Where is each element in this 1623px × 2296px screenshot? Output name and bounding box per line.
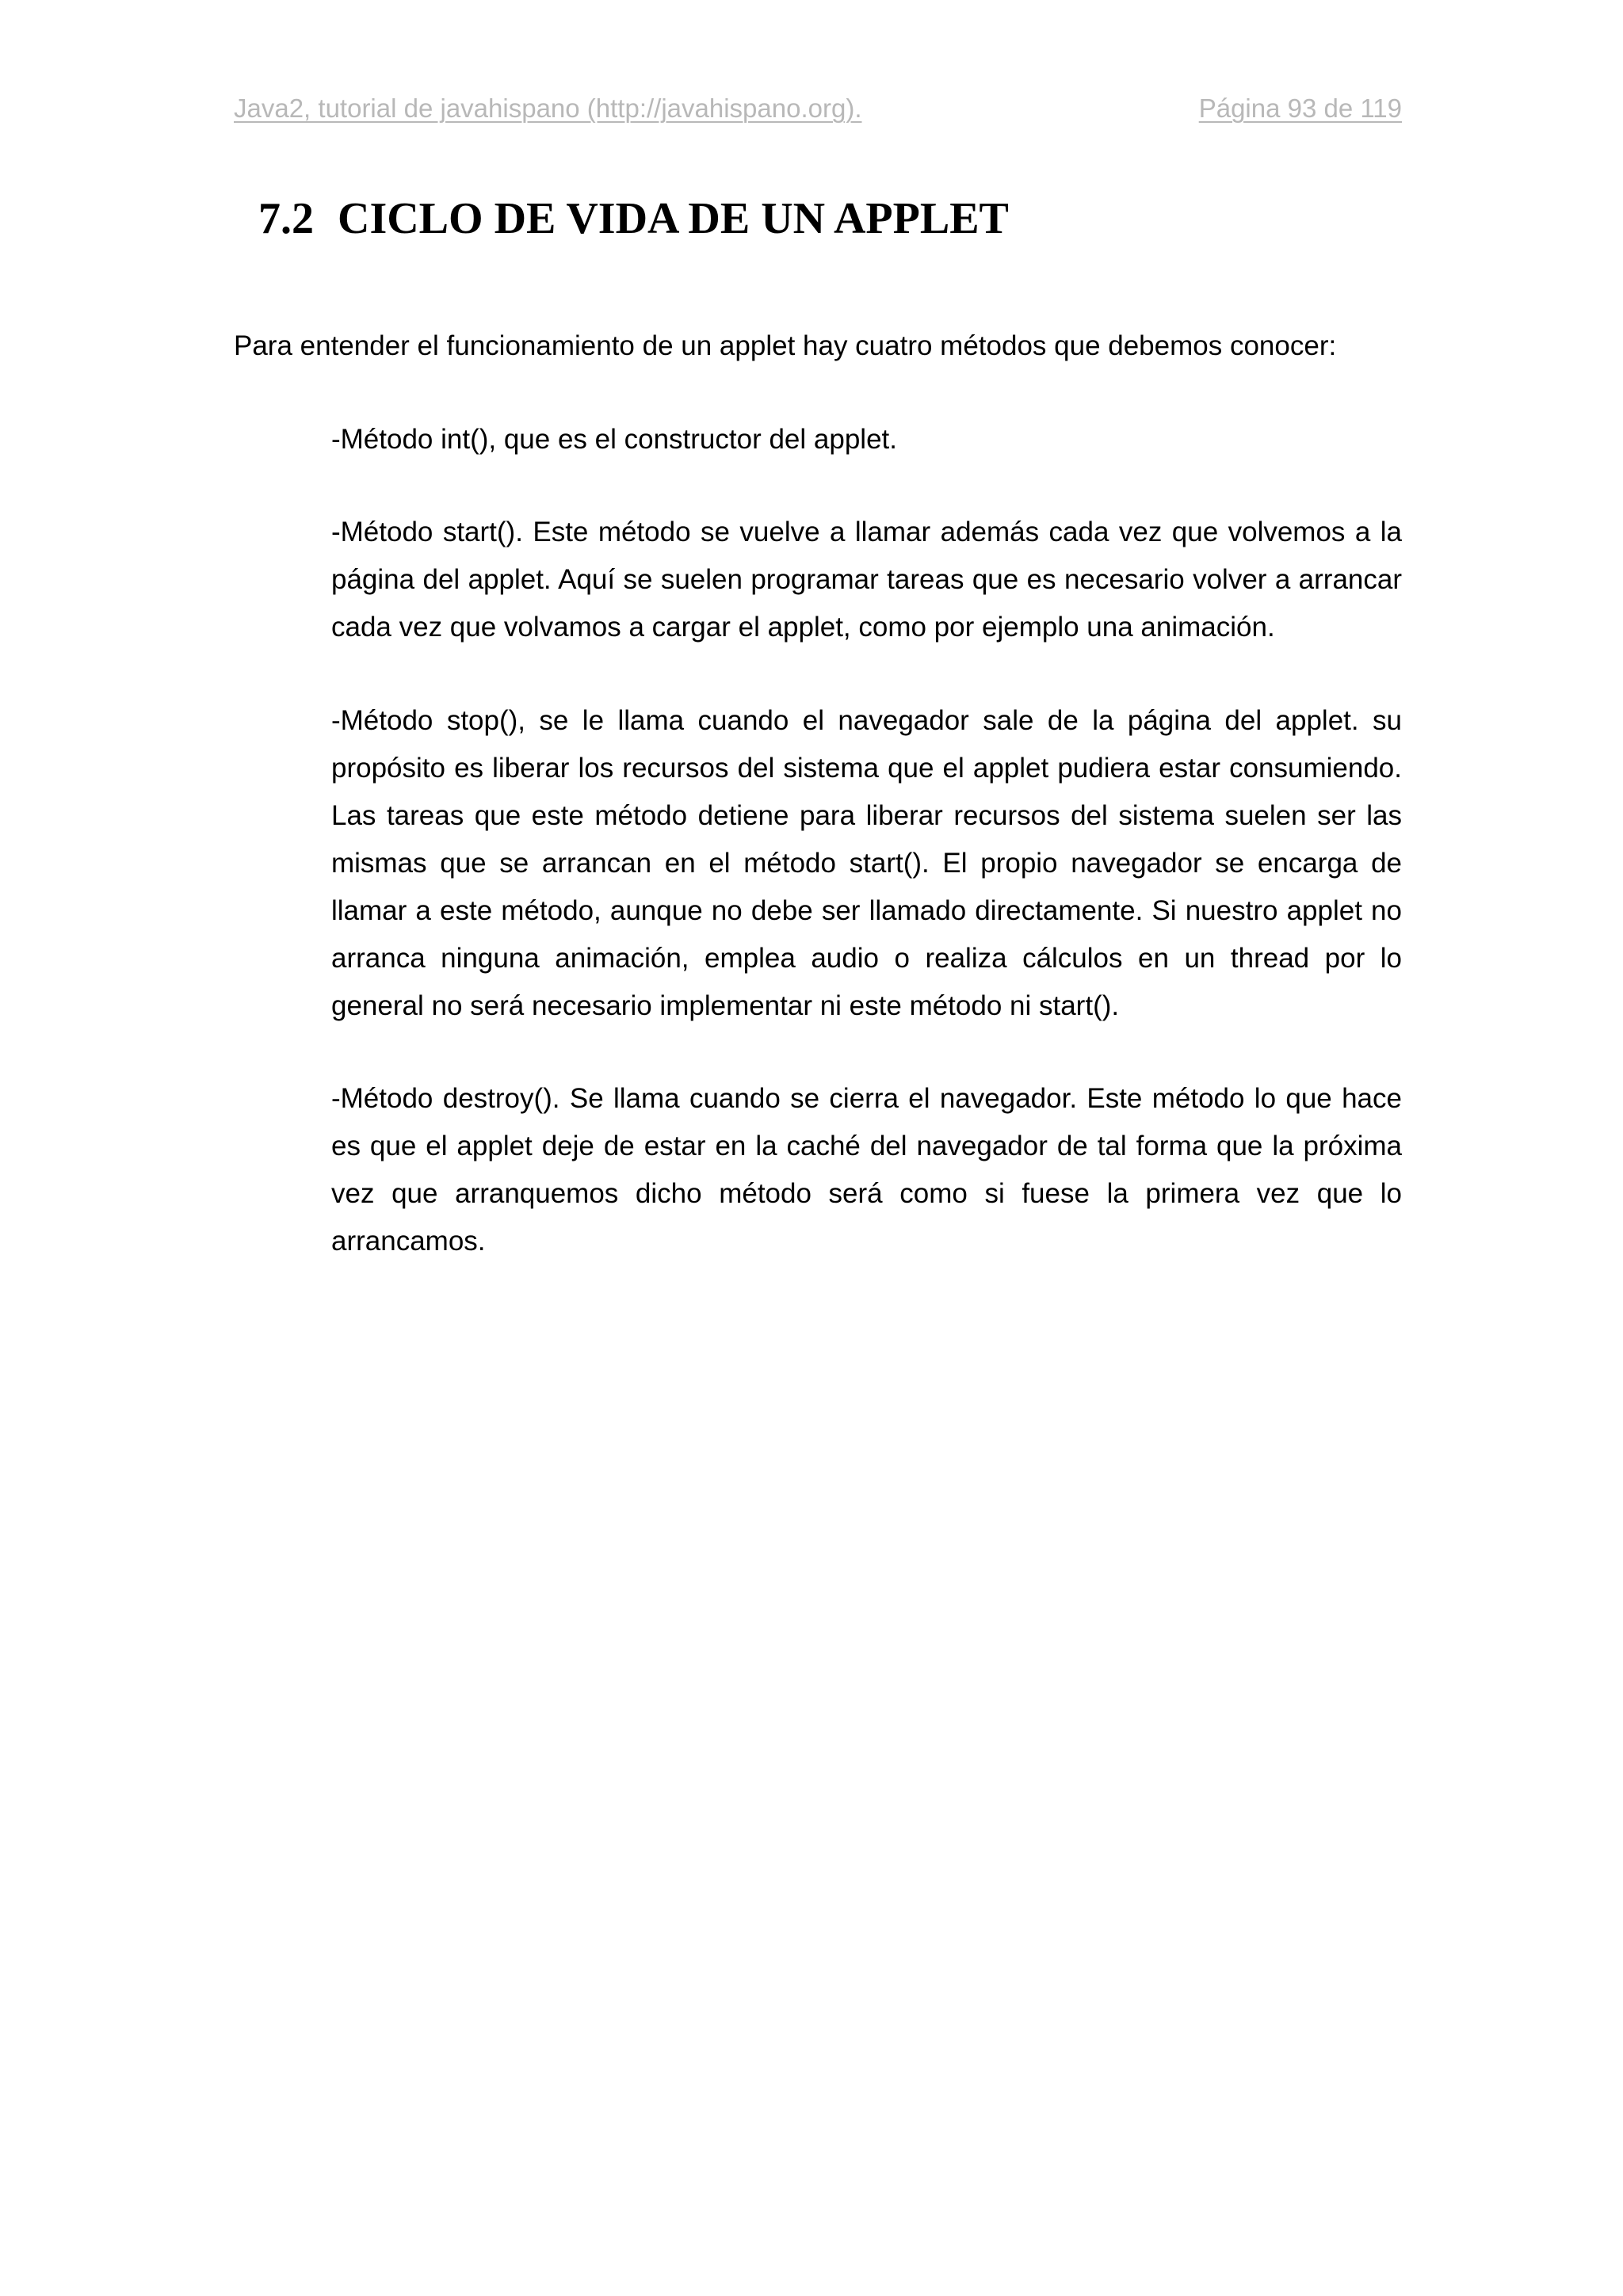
section-heading [258,193,1009,244]
method-init-paragraph: -Método int(), que es el constructor del applet. [331,424,897,455]
section-number: 7.2 [258,194,314,243]
intro-paragraph: Para entender el funcionamiento de un applet hay cuatro métodos que debemos conocer: [234,330,1337,361]
running-header [234,93,1402,133]
header-page-number: Página 93 de 119 [1198,93,1402,123]
section-title: CICLO DE VIDA DE UN APPLET [338,194,1009,243]
method-stop-paragraph: -Método stop(), se le llama cuando el navegador sale de la página del applet. su propósito es liberar los recursos del sistema que el applet pudiera estar consumiendo. Las tareas que este método detiene para liberar recursos del sistema suelen ser las mismas que se arrancan en el método start(). El propio navegador se encarga de llamar a este método, aunque no debe ser llamado directamente. Si nuestro applet no arranca ninguna animación, emplea audio o realiza cálculos en un thread por lo general no será necesario implementar ni este método ni start(). [331,705,1402,1021]
header-source-link[interactable]: Java2, tutorial de javahispano (http://javahispano.org). [234,93,862,123]
method-destroy-paragraph: -Método destroy(). Se llama cuando se cierra el navegador. Este método lo que hace es que el applet deje de estar en la caché del navegador de tal forma que la próxima vez que arranquemos dicho método será como si fuese la primera vez que lo arrancamos. [331,1083,1402,1257]
method-start-paragraph: -Método start(). Este método se vuelve a llamar además cada vez que volvemos a la página del applet. Aquí se suelen programar tareas que es necesario volver a arrancar cada vez que volvamos a cargar el applet, como por ejemplo una animación. [331,517,1402,643]
